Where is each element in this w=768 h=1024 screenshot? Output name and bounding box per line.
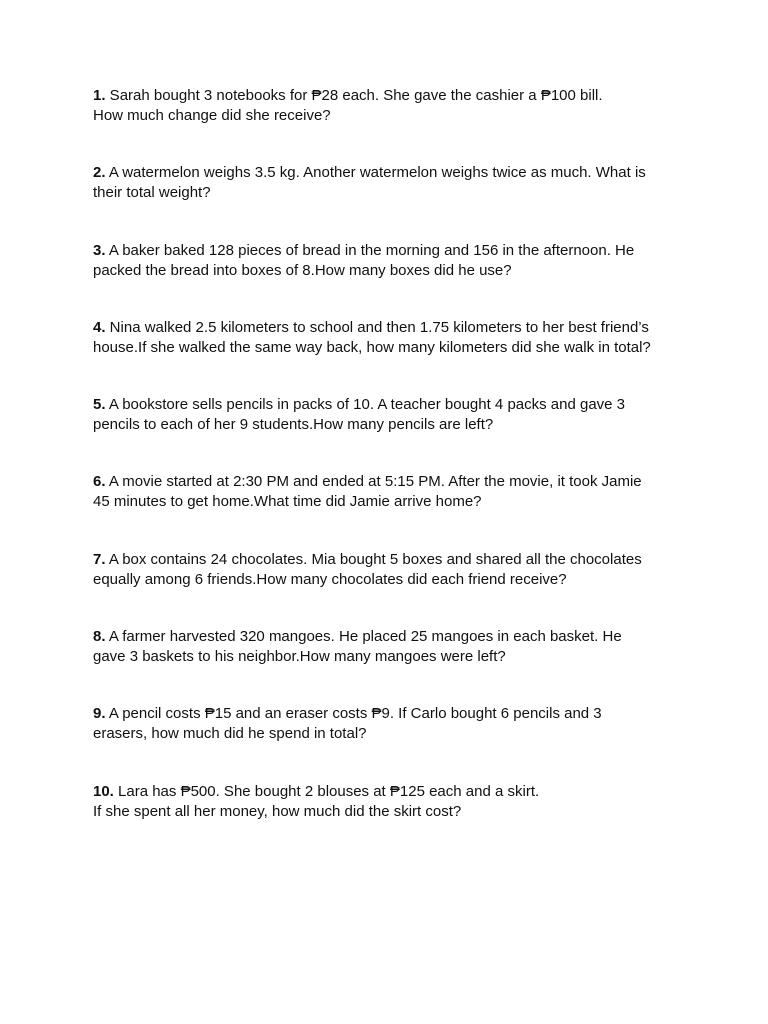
problem-text: Lara has ₱500. She bought 2 blouses at ₱125 each and a skirt. xyxy=(113,782,540,800)
problem-text-continued: packed the bread into boxes of 8.How many boxes did he use? xyxy=(93,261,512,279)
problem-number: 7. xyxy=(93,550,106,568)
problem-4 xyxy=(93,318,693,357)
problem-number: 9. xyxy=(93,705,106,723)
problem-text-continued: equally among 6 friends.How many chocolates did each friend receive? xyxy=(93,570,567,588)
problem-number: 1. xyxy=(93,87,106,104)
problem-text-continued: house.If she walked the same way back, how many kilometers did she walk in total? xyxy=(93,338,651,356)
problem-number: 10. xyxy=(93,782,114,800)
problem-text: A bookstore sells pencils in packs of 10. A teacher bought 4 packs and gave 3 xyxy=(105,396,626,414)
problem-line-1 xyxy=(93,704,693,724)
problem-10 xyxy=(93,782,693,821)
problem-8 xyxy=(93,627,693,666)
problem-text-continued: How much change did she receive? xyxy=(93,107,331,124)
problem-number: 2. xyxy=(93,164,106,182)
problem-text-continued: 45 minutes to get home.What time did Jamie arrive home? xyxy=(93,493,482,511)
problem-text: Sarah bought 3 notebooks for ₱28 each. She gave the cashier a ₱100 bill. xyxy=(105,87,603,104)
problem-line-1 xyxy=(93,627,693,647)
problem-line-1 xyxy=(93,241,693,261)
problem-number: 4. xyxy=(93,318,106,336)
problem-text-continued: pencils to each of her 9 students.How many pencils are left? xyxy=(93,416,494,434)
problem-line-1 xyxy=(93,163,693,183)
problem-line-1 xyxy=(93,472,693,492)
problem-number: 6. xyxy=(93,473,106,491)
problem-line-1 xyxy=(93,86,693,106)
problem-1 xyxy=(93,86,693,125)
problem-text: A baker baked 128 pieces of bread in the morning and 156 in the afternoon. He xyxy=(105,241,635,259)
problem-7 xyxy=(93,550,693,589)
problem-text-continued: erasers, how much did he spend in total? xyxy=(93,725,367,743)
problem-5 xyxy=(93,395,693,434)
problem-number: 3. xyxy=(93,241,106,259)
problem-number: 5. xyxy=(93,396,106,414)
problem-text: A pencil costs ₱15 and an eraser costs ₱9. If Carlo bought 6 pencils and 3 xyxy=(105,705,602,723)
problem-6 xyxy=(93,472,693,511)
problem-line-1 xyxy=(93,782,693,802)
worksheet-page xyxy=(93,86,693,859)
problem-text-continued: If she spent all her money, how much did the skirt cost? xyxy=(93,802,462,820)
problem-9 xyxy=(93,704,693,743)
problem-2 xyxy=(93,163,693,202)
problem-line-1 xyxy=(93,395,693,415)
problem-text: A movie started at 2:30 PM and ended at 5:15 PM. After the movie, it took Jamie xyxy=(105,473,642,491)
problem-text-continued: their total weight? xyxy=(93,184,211,202)
problem-text: Nina walked 2.5 kilometers to school and then 1.75 kilometers to her best friend’s xyxy=(105,318,649,336)
problem-text: A farmer harvested 320 mangoes. He placed 25 mangoes in each basket. He xyxy=(105,628,622,646)
problem-line-1 xyxy=(93,318,693,338)
problem-text-continued: gave 3 baskets to his neighbor.How many mangoes were left? xyxy=(93,648,506,666)
problem-number: 8. xyxy=(93,628,106,646)
problem-line-1 xyxy=(93,550,693,570)
problem-text: A box contains 24 chocolates. Mia bought 5 boxes and shared all the chocolates xyxy=(105,550,642,568)
problem-text: A watermelon weighs 3.5 kg. Another watermelon weighs twice as much. What is xyxy=(105,164,646,182)
problem-3 xyxy=(93,241,693,280)
